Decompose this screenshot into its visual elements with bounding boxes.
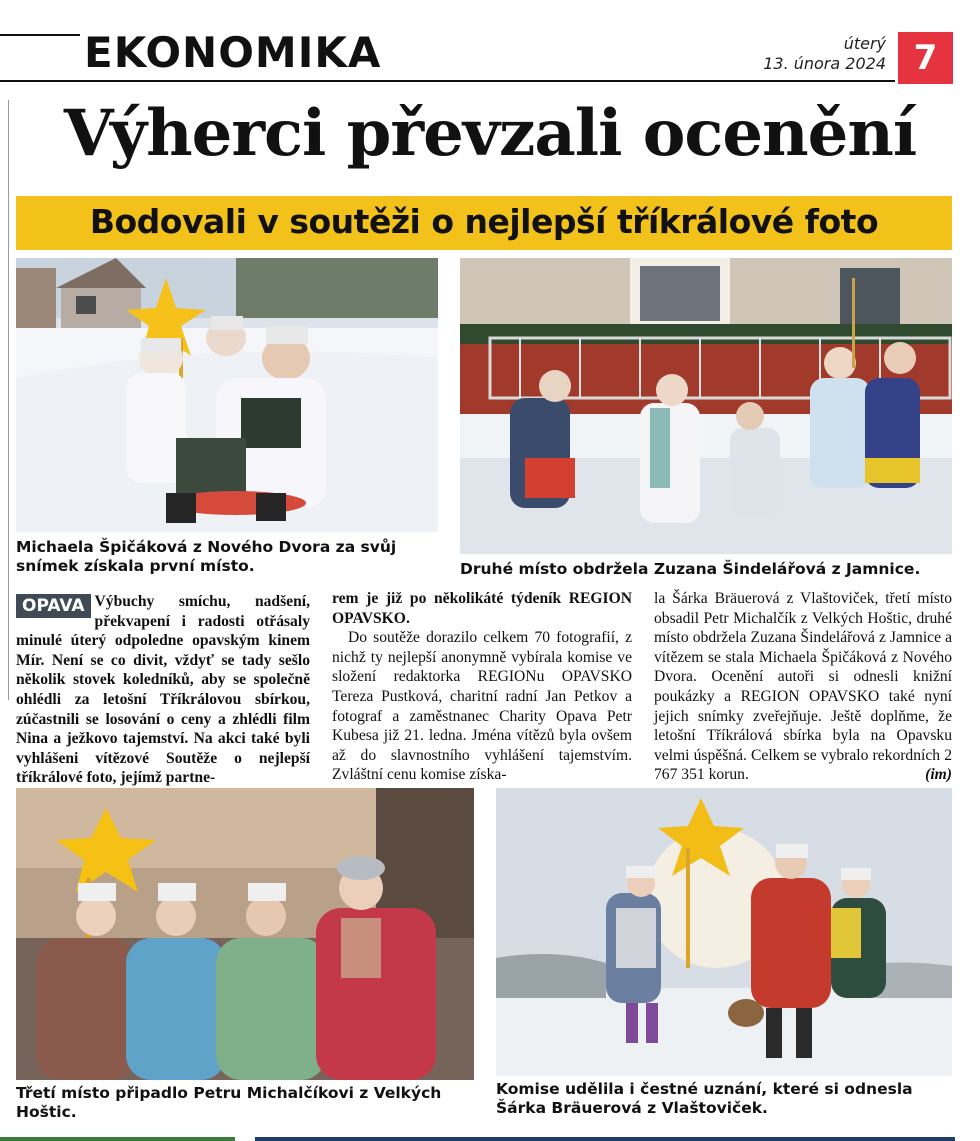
article-col3-body: [654, 589, 952, 785]
article-col2-body: Do soutěže dorazilo celkem 70 fotografií, z nichž ty nejlepší anonymně vybírala komise ve složení redaktorka REGIONu OPAVSKO Tereza Pustková, charitní radní Jan Petkov a fotograf a zaměstnanec Charity Opava Petr Kubesa již 21. ledna. Jména vítězů byla ovšem až do slavnostního vyhlášení tajemstvím. Zvláštní cenu komise získa-: [332, 629, 632, 784]
photo-second-place: [460, 258, 952, 554]
left-column-rule: [8, 100, 9, 700]
article-col2-lead: rem je již po několikáté týdeník REGION OPAVSKO.: [332, 590, 632, 627]
photo-first-place: [16, 258, 438, 532]
subheadline-band: [16, 196, 952, 250]
bottom-decoration-right: [255, 1137, 955, 1141]
article-subheadline: Bodovali v soutěži o nejlepší tříkrálové foto: [89, 202, 879, 241]
article-lead-text: Výbuchy smíchu, nadšení, překvapení i radosti otřásaly minulé úterý odpoledne opavským kinem Mír. Není se co divit, vždyť se tady sešlo několik stovek koledníků, aby se společně ohlédli za letošní Tříkrálovou sbírkou, zúčastnili se losování o ceny a zhlédli film Nina a ježkovo tajemství. Na akci také byli vyhlášeni vítězové Soutěže o nejlepší tříkrálové foto, jejímž partne-: [16, 593, 310, 787]
issue-date: [763, 34, 886, 74]
article-lead: [16, 592, 310, 788]
caption-third-place: Třetí místo připadlo Petru Michalčíkovi z Velkých Hoštic.: [16, 1084, 442, 1121]
section-title: EKONOMIKA: [84, 28, 382, 77]
caption-second-place: Druhé místo obdržela Zuzana Šindelářová z Jamnice.: [460, 560, 921, 578]
page-number: 7: [898, 32, 953, 84]
caption-first-place: Michaela Špičáková z Nového Dvora za svůj snímek získala první místo.: [16, 538, 397, 575]
photo-honorable-mention: [496, 788, 952, 1076]
header-left-rule: [0, 34, 80, 36]
article-headline: Výherci převzali ocenění: [63, 96, 917, 171]
caption-honorable-mention: Komise udělila i čestné uznání, které si odnesla Šárka Bräuerová z Vlaštoviček.: [496, 1080, 913, 1117]
article-column-2: [332, 589, 632, 785]
bottom-decoration-left: [0, 1137, 235, 1141]
header-rule: [0, 80, 895, 82]
article-column-3: [654, 589, 952, 785]
article-col3-text: la Šárka Bräuerová z Vlaštoviček, třetí místo obsadil Petr Michalčík z Velkých Hoštic, druhé místo obdržela Zuzana Šindelářová z Jamnice a vítězem se stala Michaela Špičáková z Nového Dvora. Ocenění autoři si odnesli knižní poukázky a REGION OPAVSKO také nyní jejich snímky zveřejňuje. Ještě doplňme, že letošní Tříkrálová sbírka byla na Opavsku velmi úspěšná. Celkem se vybralo rekordních 2 767 351 korun.: [654, 590, 952, 784]
issue-date-text: 13. února 2024: [763, 54, 886, 73]
city-tag: OPAVA: [16, 594, 91, 618]
author-signature: (im): [925, 766, 952, 784]
issue-day: úterý: [843, 34, 886, 53]
article-column-1: [16, 592, 310, 788]
photo-third-place: [16, 788, 474, 1080]
